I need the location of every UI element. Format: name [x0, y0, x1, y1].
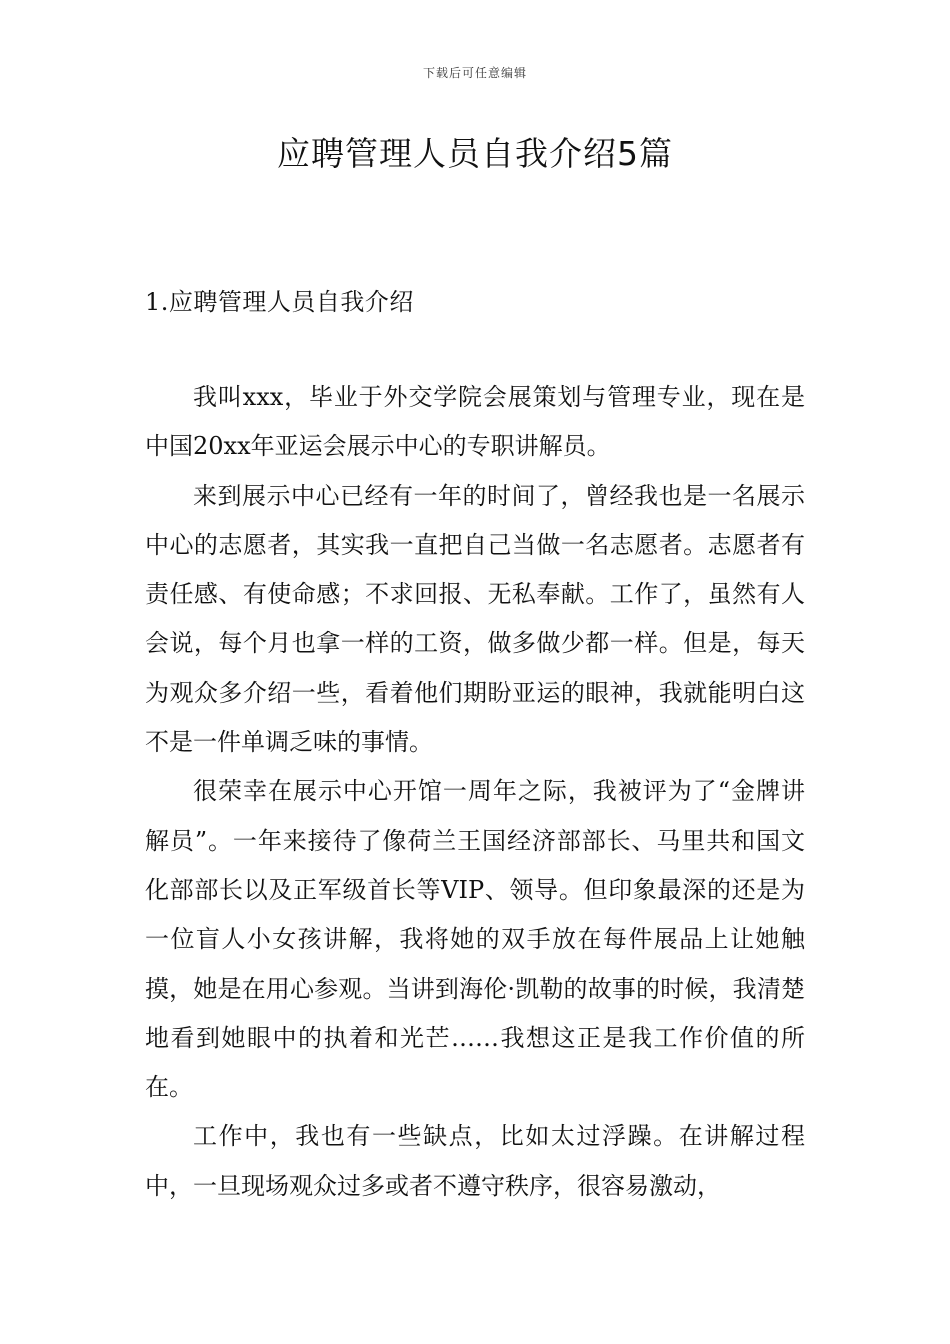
paragraph: 来到展示中心已经有一年的时间了，曾经我也是一名展示中心的志愿者，其实我一直把自己当做一名志愿者。志愿者有责任感、有使命感；不求回报、无私奉献。工作了，虽然有人会说，每个月也拿一样的工资，做多做少都一样。但是，每天为观众多介绍一些，看着他们期盼亚运的眼神，我就能明白这不是一件单调乏味的事情。 [145, 481, 805, 757]
header-note: 下载后可任意编辑 [422, 66, 527, 80]
paragraph: 工作中，我也有一些缺点，比如太过浮躁。在讲解过程中，一旦现场观众过多或者不遵守秩序，很容易激动， [145, 1122, 805, 1200]
paragraph: 我叫xxx，毕业于外交学院会展策划与管理专业，现在是中国20xx年亚运会展示中心的专职讲解员。 [145, 383, 805, 461]
section-body [145, 373, 805, 1211]
document-title: 应聘管理人员自我介绍5篇 [277, 134, 673, 173]
section-heading: 1.应聘管理人员自我介绍 [145, 288, 414, 316]
paragraph: 很荣幸在展示中心开馆一周年之际，我被评为了“金牌讲解员”。一年来接待了像荷兰王国经济部部长、马里共和国文化部部长以及正军级首长等VIP、领导。但印象最深的还是为一位盲人小女孩讲解，我将她的双手放在每件展品上让她触摸，她是在用心参观。当讲到海伦·凯勒的故事的时候，我清楚地看到她眼中的执着和光芒……我想这正是我工作价值的所在。 [145, 777, 805, 1102]
